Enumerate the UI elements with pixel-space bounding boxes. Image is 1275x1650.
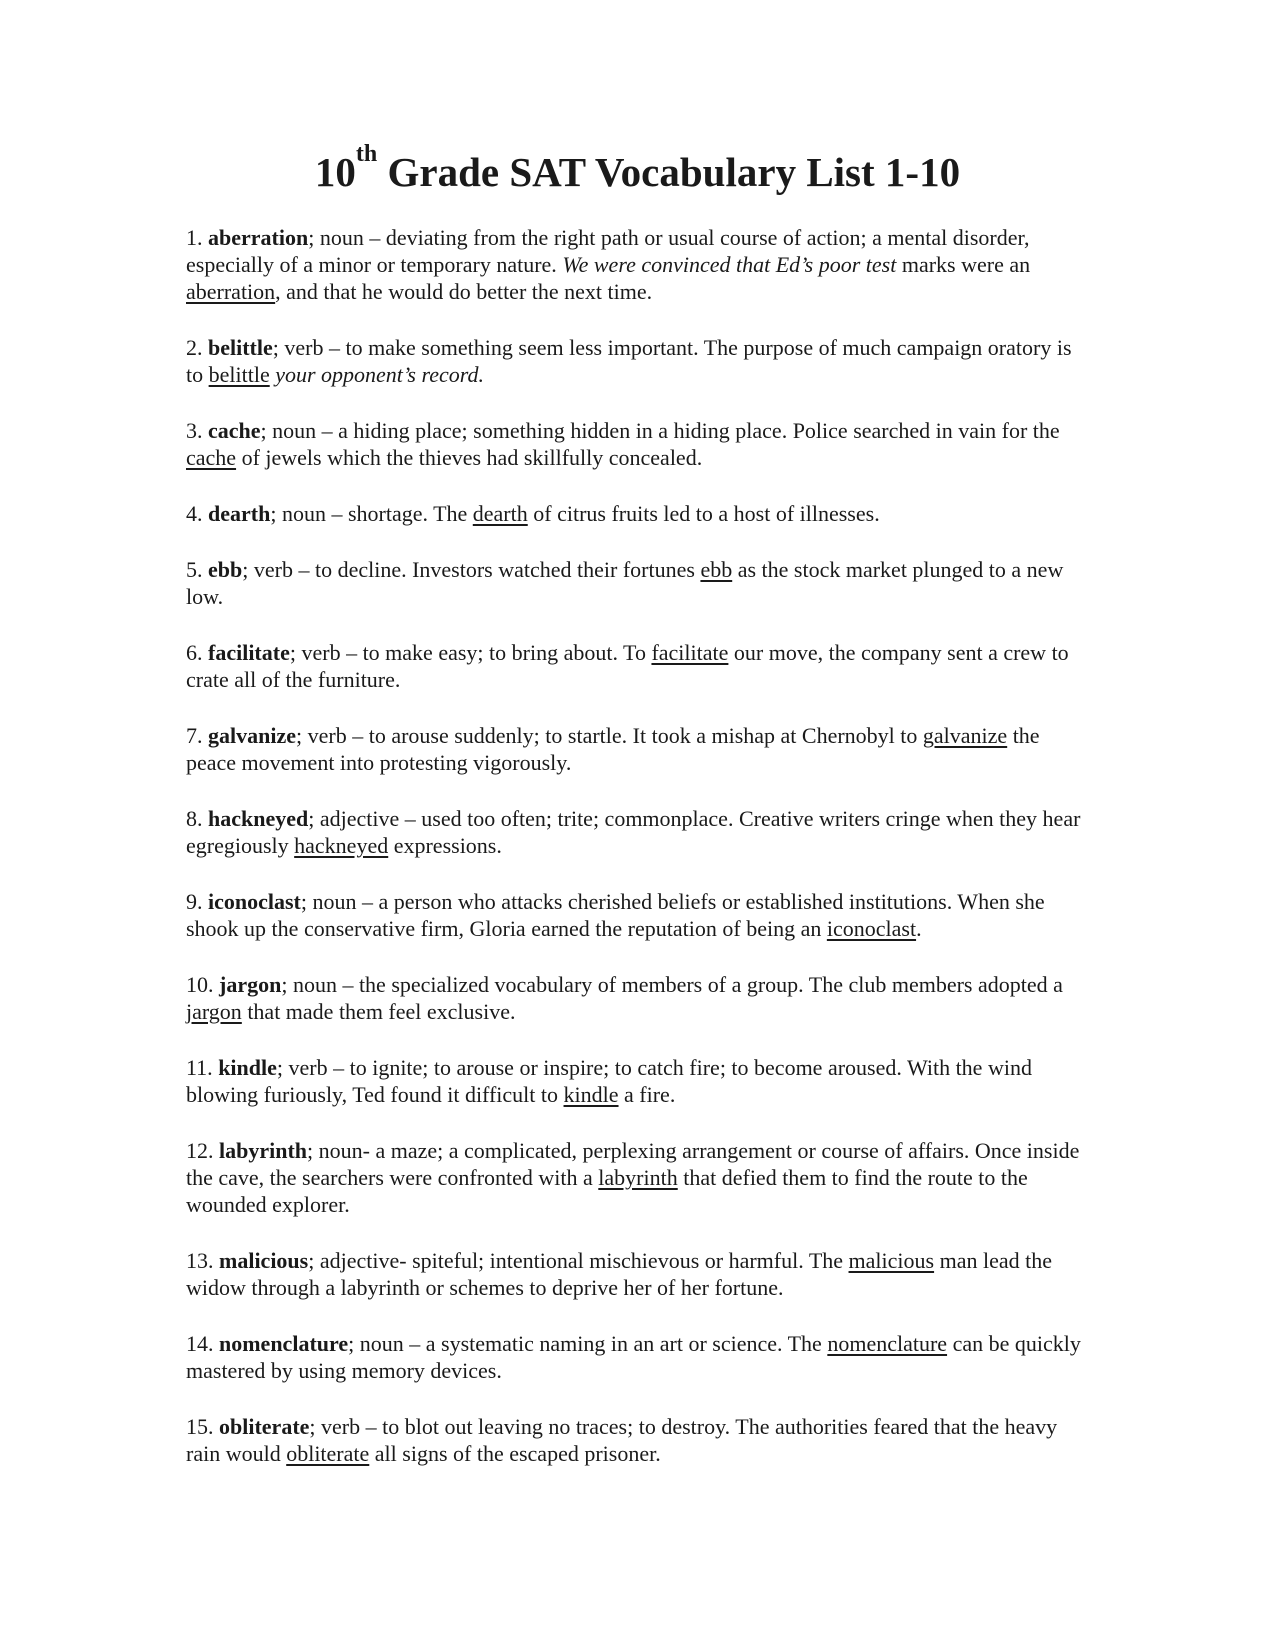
example-text: of jewels which the thieves had skillfully concealed. [236, 445, 703, 470]
vocab-word: kindle [218, 1055, 277, 1080]
example-text: all signs of the escaped prisoner. [369, 1441, 661, 1466]
underlined-word: hackneyed [294, 833, 389, 858]
example-text: man lead the widow through a labyrinth or schemes to deprive her of her fortune. [186, 1248, 1052, 1300]
entry-definition: ; verb – to make something seem less important. The purpose of much campaign oratory is to [186, 335, 1072, 387]
underlined-word: ebb [700, 557, 733, 582]
entry-number: 7. [186, 723, 203, 748]
title-text: Grade SAT Vocabulary List 1-10 [377, 149, 961, 195]
vocab-word: facilitate [208, 640, 290, 665]
entry-definition: ; verb – to blot out leaving no traces; to destroy. The authorities feared that the heavy rain would [186, 1414, 1058, 1466]
vocab-entry [186, 1054, 1086, 1108]
title-number: 10 [314, 149, 356, 195]
example-text: the peace movement into protesting vigorously. [186, 723, 1040, 775]
example-text: a fire. [618, 1082, 676, 1107]
entry-number: 8. [186, 806, 203, 831]
entry-number: 11. [186, 1055, 213, 1080]
vocab-entry [186, 639, 1086, 693]
entry-definition: ; noun – a hiding place; something hidden in a hiding place. Police searched in vain for the [260, 418, 1060, 443]
example-italic: your opponent’s record. [269, 362, 484, 387]
example-text: of citrus fruits led to a host of illnesses. [527, 501, 880, 526]
underlined-word: facilitate [651, 640, 729, 665]
vocab-word: galvanize [208, 723, 296, 748]
underlined-word: kindle [563, 1082, 619, 1107]
example-text: , and that he would do better the next time. [275, 279, 653, 304]
vocab-word: hackneyed [208, 806, 309, 831]
underlined-word: galvanize [922, 723, 1008, 748]
underlined-word: dearth [472, 501, 528, 526]
entry-definition: ; verb – to arouse suddenly; to startle. It took a mishap at Chernobyl to [296, 723, 923, 748]
vocab-entry [186, 1413, 1086, 1467]
entry-number: 9. [186, 889, 203, 914]
vocab-entry [186, 722, 1086, 776]
entry-number: 12. [186, 1138, 214, 1163]
entry-definition: ; noun – a systematic naming in an art or science. The [348, 1331, 828, 1356]
example-text: that defied them to find the route to the wounded explorer. [186, 1165, 1028, 1217]
entry-definition: ; noun- a maze; a complicated, perplexing arrangement or course of affairs. Once inside the cave, the searchers were confronted with a [186, 1138, 1080, 1190]
entry-number: 6. [186, 640, 203, 665]
entry-number: 3. [186, 418, 203, 443]
entry-definition: ; adjective – used too often; trite; commonplace. Creative writers cringe when they hear egregiously [186, 806, 1081, 858]
entry-definition: ; noun – shortage. The [270, 501, 473, 526]
entry-number: 5. [186, 557, 203, 582]
vocab-entry [186, 1330, 1086, 1384]
underlined-word: aberration [186, 279, 276, 304]
underlined-word: labyrinth [598, 1165, 678, 1190]
vocab-entry [186, 888, 1086, 942]
vocab-entry [186, 556, 1086, 610]
example-text: marks were an [896, 252, 1031, 277]
entry-number: 10. [186, 972, 214, 997]
vocab-word: belittle [208, 335, 273, 360]
vocab-word: aberration [208, 225, 309, 250]
underlined-word: iconoclast [826, 916, 917, 941]
underlined-word: belittle [208, 362, 270, 387]
entry-definition: ; verb – to decline. Investors watched their fortunes [242, 557, 701, 582]
vocab-word: dearth [208, 501, 271, 526]
underlined-word: jargon [186, 999, 242, 1024]
entry-number: 2. [186, 335, 203, 360]
entry-number: 15. [186, 1414, 214, 1439]
vocab-word: obliterate [219, 1414, 310, 1439]
vocab-word: nomenclature [219, 1331, 349, 1356]
entry-definition: ; noun – the specialized vocabulary of members of a group. The club members adopted a [281, 972, 1063, 997]
vocab-entry [186, 417, 1086, 471]
underlined-word: obliterate [286, 1441, 370, 1466]
vocab-entry [186, 224, 1086, 305]
example-text: as the stock market plunged to a new low. [186, 557, 1064, 609]
underlined-word: nomenclature [827, 1331, 948, 1356]
vocab-entry [186, 805, 1086, 859]
vocab-entry [186, 1137, 1086, 1218]
vocab-entry [186, 334, 1086, 388]
example-italic: We were convinced that Ed’s poor test [562, 252, 897, 277]
entry-number: 13. [186, 1248, 214, 1273]
vocab-word: iconoclast [208, 889, 301, 914]
vocab-entry [186, 1247, 1086, 1301]
vocab-word: cache [208, 418, 261, 443]
vocab-entry [186, 971, 1086, 1025]
underlined-word: malicious [848, 1248, 935, 1273]
example-text: can be quickly mastered by using memory devices. [186, 1331, 1081, 1383]
entry-number: 1. [186, 225, 203, 250]
entry-definition: ; verb – to make easy; to bring about. To [289, 640, 652, 665]
entry-definition: ; noun – a person who attacks cherished beliefs or established institutions. When she shook up the conservative firm, Gloria earned the reputation of being an [186, 889, 1045, 941]
entry-definition: ; verb – to ignite; to arouse or inspire; to catch fire; to become aroused. With the wind blowing furiously, Ted found it difficult to [186, 1055, 1032, 1107]
entry-definition: ; adjective- spiteful; intentional mischievous or harmful. The [308, 1248, 849, 1273]
entry-definition: ; noun – deviating from the right path or usual course of action; a mental disorder, especially of a minor or temporary nature. [186, 225, 1030, 277]
vocabulary-list [186, 224, 1086, 1496]
underlined-word: cache [186, 445, 237, 470]
vocab-word: jargon [219, 972, 282, 997]
example-text: that made them feel exclusive. [241, 999, 516, 1024]
example-text: our move, the company sent a crew to crate all of the furniture. [186, 640, 1069, 692]
vocab-entry [186, 500, 1086, 527]
vocab-word: labyrinth [219, 1138, 308, 1163]
page-title [0, 141, 1275, 196]
entry-number: 14. [186, 1331, 214, 1356]
title-superscript: th [355, 141, 378, 167]
vocab-word: malicious [219, 1248, 309, 1273]
entry-number: 4. [186, 501, 203, 526]
vocab-word: ebb [208, 557, 243, 582]
example-text: . [916, 916, 922, 941]
example-text: expressions. [388, 833, 502, 858]
